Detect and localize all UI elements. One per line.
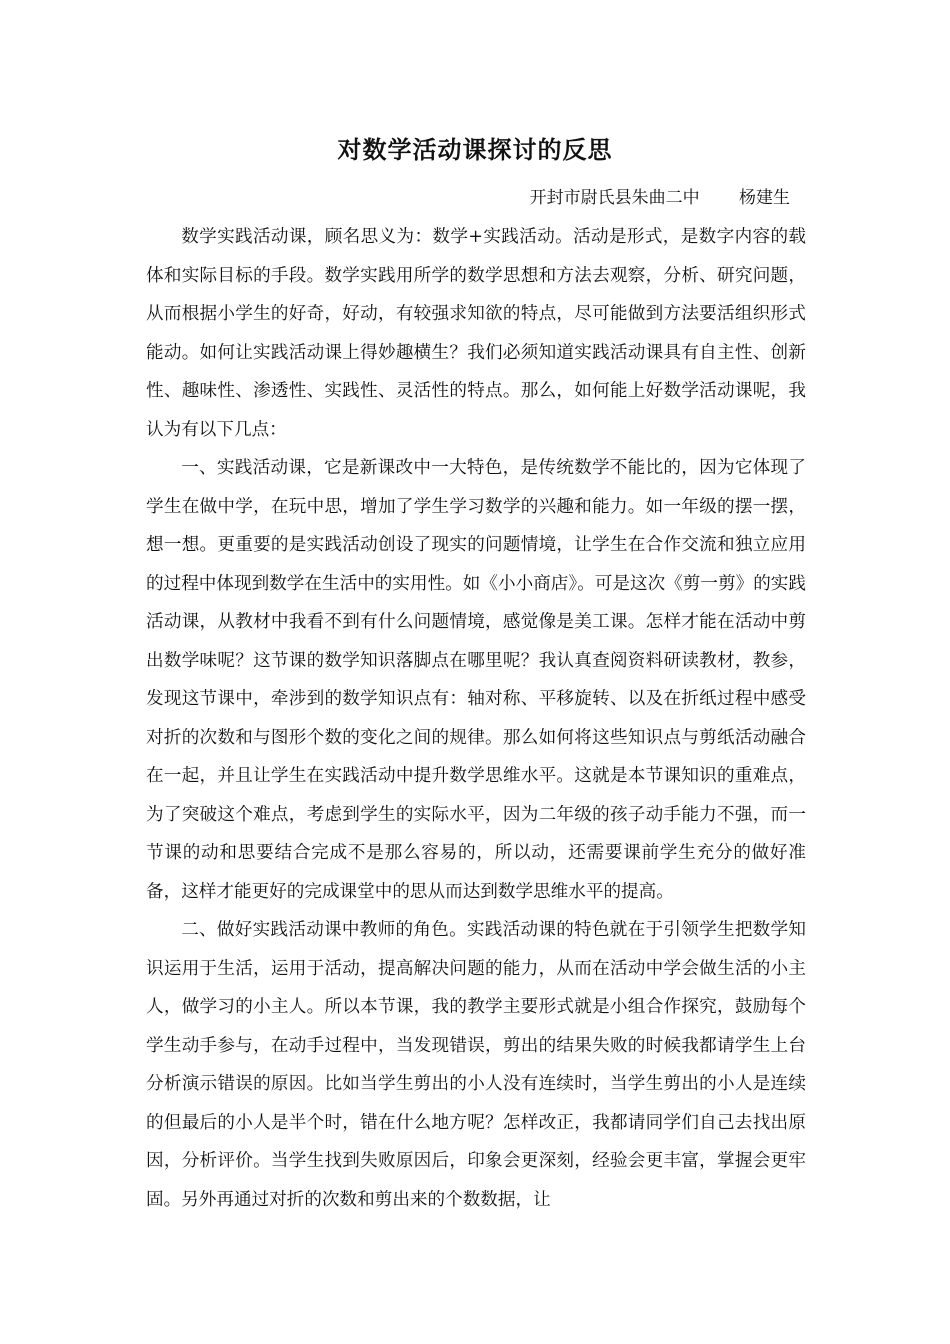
- document-title: 对数学活动课探讨的反思: [337, 135, 613, 164]
- author-school: 开封市尉氏县朱曲二中: [529, 188, 700, 208]
- author-name: 杨建生: [739, 188, 790, 208]
- document-body: [146, 218, 806, 1219]
- paragraph-section-one: 一、实践活动课，它是新课改中一大特色，是传统数学不能比的，因为它体现了学生在做中学，在玩中思，增加了学生学习数学的兴趣和能力。如一年级的摆一摆，想一想。更重要的是实践活动创设了现实的问题情境，让学生在合作交流和独立应用的过程中体现到数学在生活中的实用性。如《小小商店》。可是这次《剪一剪》的实践活动课，从教材中我看不到有什么问题情境，感觉像是美工课。怎样才能在活动中剪出数学味呢？这节课的数学知识落脚点在哪里呢？我认真查阅资料研读教材，教参，发现这节课中，牵涉到的数学知识点有：轴对称、平移旋转、以及在折纸过程中感受对折的次数和与图形个数的变化之间的规律。那么如何将这些知识点与剪纸活动融合在一起，并且让学生在实践活动中提升数学思维水平。这就是本节课知识的重难点，为了突破这个难点，考虑到学生的实际水平，因为二年级的孩子动手能力不强，而一节课的动和思要结合完成不是那么容易的，所以动，还需要课前学生充分的做好准备，这样才能更好的完成课堂中的思从而达到数学思维水平的提高。: [146, 458, 806, 902]
- author-line: [530, 184, 790, 212]
- paragraph-section-two: 二、做好实践活动课中教师的角色。实践活动课的特色就在于引领学生把数学知识运用于生活，运用于活动，提高解决问题的能力，从而在活动中学会做生活的小主人，做学习的小主人。所以本节课，我的教学主要形式就是小组合作探究，鼓励每个学生动手参与，在动手过程中，当发现错误，剪出的结果失败的时候我都请学生上台分析演示错误的原因。比如当学生剪出的小人没有连续时，当学生剪出的小人是连续的但最后的小人是半个时，错在什么地方呢？怎样改正，我都请同学们自己去找出原因，分析评价。当学生找到失败原因后，印象会更深刻，经验会更丰富，掌握会更牢固。另外再通过对折的次数和剪出来的个数数据，让: [146, 920, 806, 1210]
- paragraph-intro: 数学实践活动课，顾名思义为：数学+实践活动。活动是形式，是数字内容的载体和实际目标的手段。数学实践用所学的数学思想和方法去观察，分析、研究问题，从而根据小学生的好奇，好动，有较强求知欲的特点，尽可能做到方法要活组织形式能动。如何让实践活动课上得妙趣横生？我们必须知道实践活动课具有自主性、创新性、趣味性、渗透性、实践性、灵活性的特点。那么，如何能上好数学活动课呢，我认为有以下几点：: [146, 227, 806, 440]
